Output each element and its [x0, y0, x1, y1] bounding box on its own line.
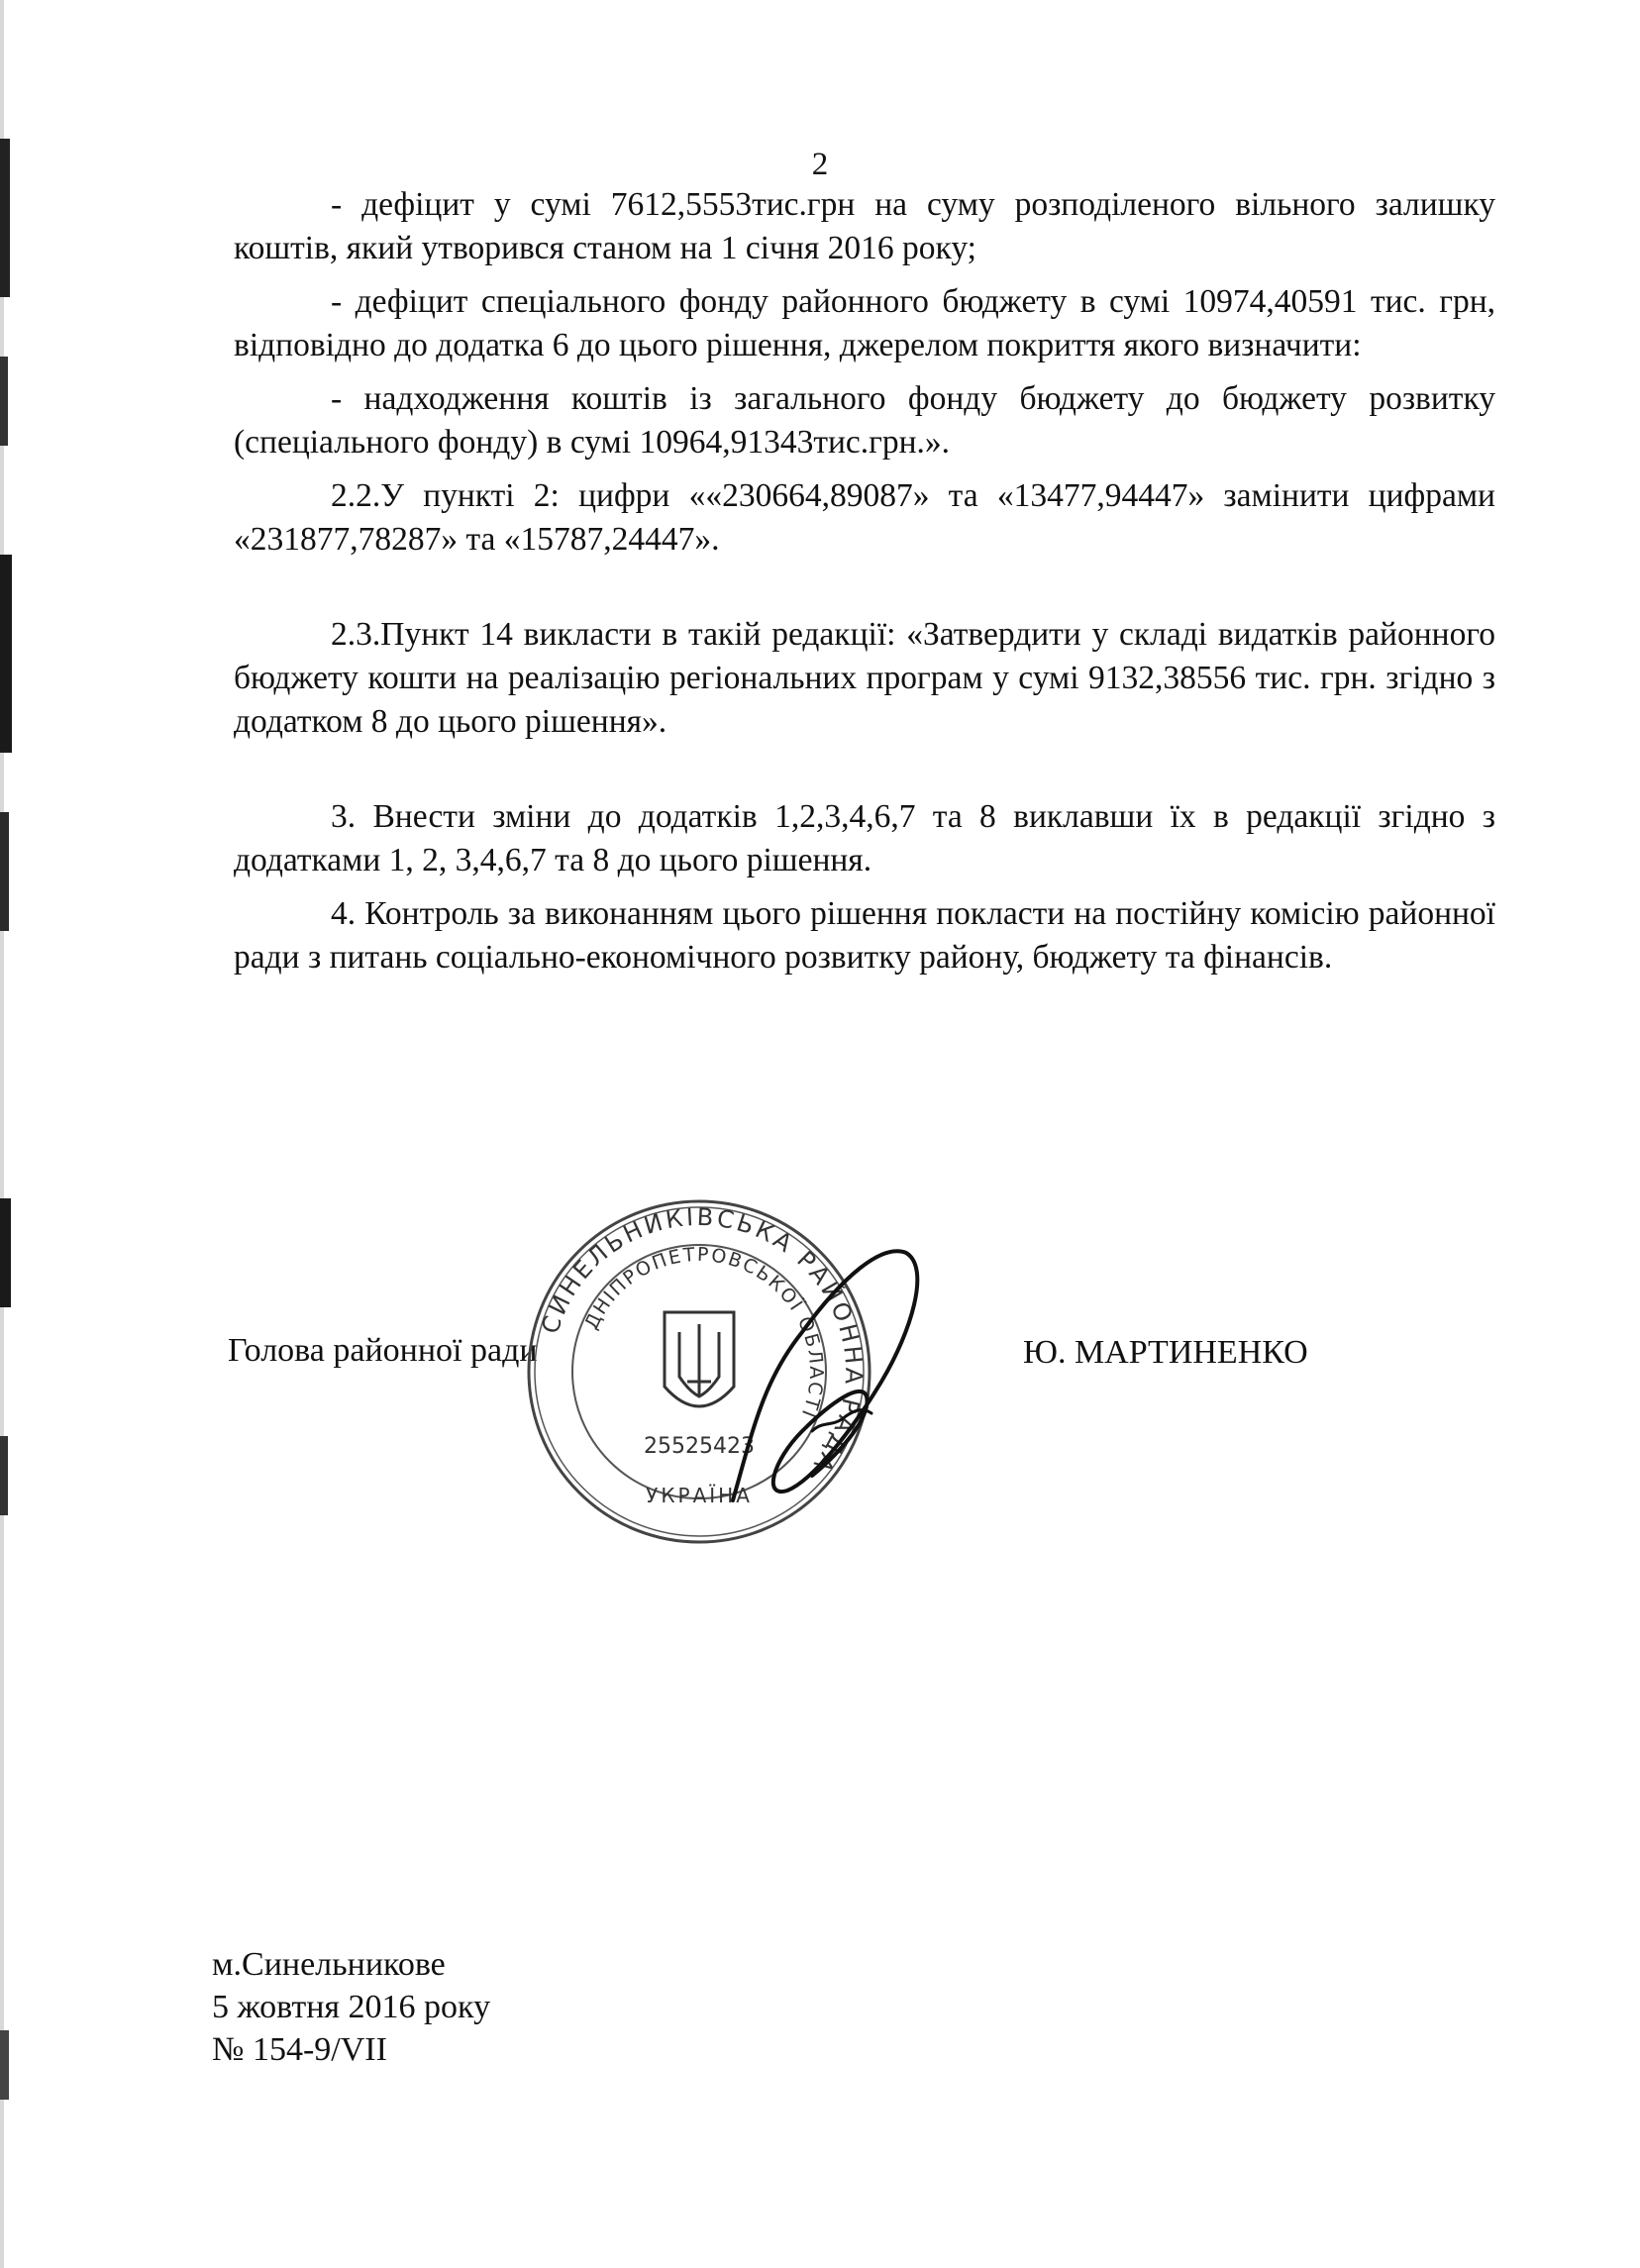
stamp-country: УКРАЇНА [646, 1484, 753, 1507]
signatory-title: Голова районної ради [228, 1332, 538, 1369]
paragraph-deficit-special: - дефіцит спеціального фонду районного бюджету в сумі 10974,40591 тис. грн, відповідно до додатка 6 до цього рішення, джерелом покриття якого визначити: [234, 283, 1495, 363]
stamp-inner-text: ДНІПРОПЕТРОВСЬКОЇ ОБЛАСТІ [580, 1243, 828, 1422]
page-number: 2 [811, 147, 829, 182]
footer-number: № 154-9/VII [212, 2031, 387, 2068]
stamp-code: 25525423 [644, 1434, 755, 1459]
footer-date: 5 жовтня 2016 року [212, 1989, 491, 2025]
paragraph-deficit-general: - дефіцит у сумі 7612,5553тис.грн на суму розподіленого вільного залишку коштів, який утворився станом на 1 січня 2016 року; [234, 186, 1495, 266]
paragraph-2-2: 2.2.У пункті 2: цифри ««230664,89087» та «13477,94447» замінити цифрами «231877,78287» та «15787,24447». [234, 477, 1495, 558]
paragraph-receipts: - надходження коштів із загального фонду бюджету до бюджету розвитку (спеціального фонду) в сумі 10964,91343тис.грн.». [234, 380, 1495, 461]
footer-city: м.Синельникове [212, 1946, 446, 1983]
document-body [234, 183, 1495, 979]
paragraph-3: 3. Внести зміни до додатків 1,2,3,4,6,7 та 8 виклавши їх в редакції згідно з додатками 1, 2, 3,4,6,7 та 8 до цього рішення. [234, 798, 1495, 878]
paragraph-4: 4. Контроль за виконанням цього рішення покласти на постійну комісію районної ради з питань соціально-економічного розвитку району, бюджету та фінансів. [234, 895, 1495, 976]
handwritten-signature [693, 1184, 941, 1520]
document-footer [212, 1943, 490, 2071]
paragraph-2-3: 2.3.Пункт 14 викласти в такій редакції: «Затвердити у складі видатків районного бюджету кошти на реалізацію регіональних програм у сумі 9132,38556 тис. грн. згідно з додатком 8 до цього рішення». [234, 616, 1495, 740]
scan-edge-marks [0, 0, 26, 2268]
signatory-name: Ю. МАРТИНЕНКО [1023, 1334, 1308, 1371]
stamp-outer-text: СИНЕЛЬНИКІВСЬКА РАЙОННА РАДА [536, 1202, 869, 1480]
